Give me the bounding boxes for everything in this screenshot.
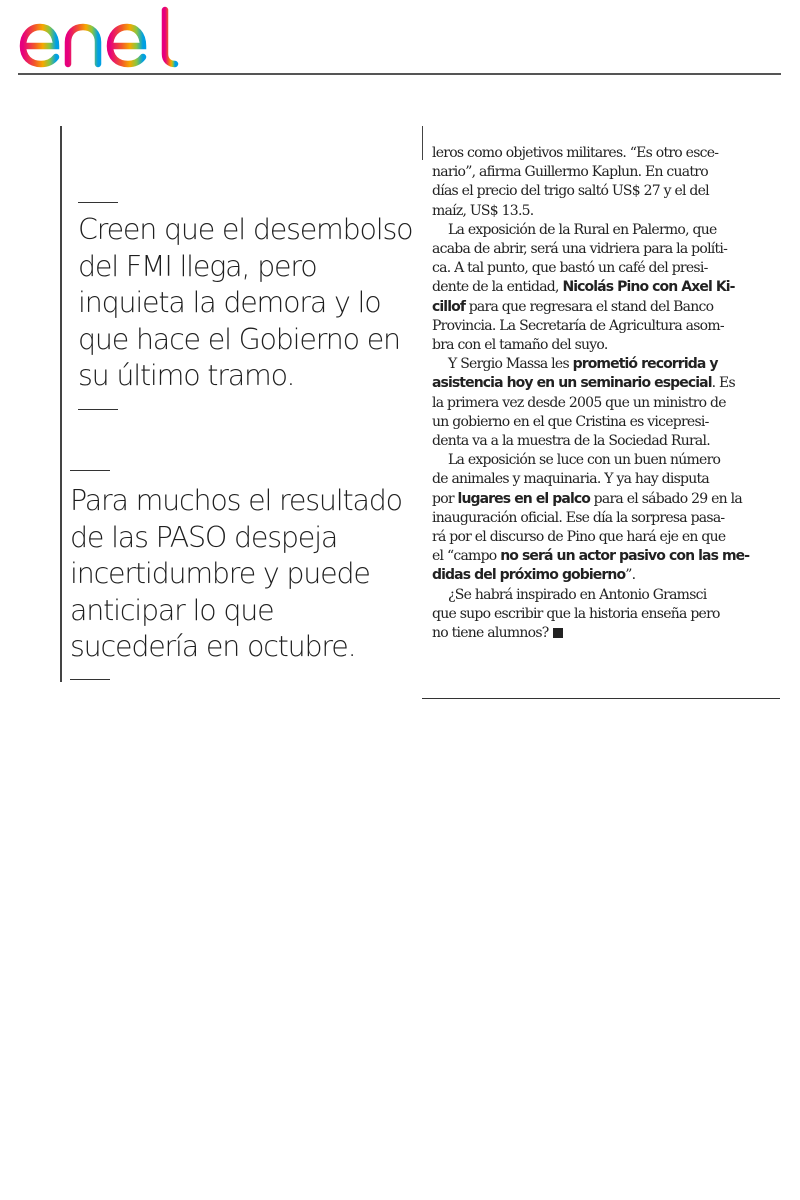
text-line: nario”, afirma Guillermo Kaplun. En cuatro <box>432 164 708 181</box>
pull-quote-line: anticipar lo que <box>70 593 274 627</box>
text-line: Provincia. La Secretaría de Agricultura asom- <box>432 317 724 334</box>
text-line: ¿Se habrá inspirado en Antonio Gramsci <box>448 586 707 603</box>
text-line: acaba de abrir, será una vidriera para la políti- <box>432 241 728 258</box>
bold-run: didas del próximo gobierno <box>432 567 626 584</box>
text-line <box>432 298 762 317</box>
paragraph-4 <box>432 451 762 585</box>
text-line <box>432 278 762 297</box>
pull-quote-line: su último tramo. <box>78 359 295 392</box>
text-run: para que regresara el stand del Banco <box>465 298 714 315</box>
text-line: días el precio del trigo saltó US$ 27 y el del <box>432 183 709 200</box>
pull-quote-1-bottom-dash <box>78 409 118 410</box>
bold-run: cillof <box>432 298 466 315</box>
text-run: ”. <box>625 567 636 584</box>
bold-run: Nicolás Pino con Axel Ki- <box>562 279 735 296</box>
middle-column-rule <box>422 126 423 160</box>
text-line: maíz, US$ 13.5. <box>432 202 534 219</box>
text-run: . Es <box>711 375 735 392</box>
bold-run: no será un actor pasivo con las me- <box>500 548 750 565</box>
pull-quote-line: inquieta la demora y lo <box>78 286 381 319</box>
pull-quote-line: Para muchos el resultado <box>70 484 402 517</box>
article-bottom-rule <box>422 698 780 699</box>
text-line: que supo escribir que la historia enseña pero <box>432 605 720 622</box>
text-line: inauguración oficial. Ese día la sorpresa pasa- <box>432 509 725 526</box>
text-line: bra con el tamaño del suyo. <box>432 337 608 354</box>
pull-quote-2-top-dash <box>70 470 110 471</box>
bold-run: asistencia hoy en un seminario especial <box>432 375 712 392</box>
text-line <box>432 490 762 509</box>
text-run: para el sábado 29 en la <box>589 490 742 507</box>
pull-quote-2-bottom-dash <box>70 679 110 680</box>
pull-quote-line: sucedería en octubre. <box>70 630 356 663</box>
text-line <box>432 624 762 643</box>
text-line: La exposición de la Rural en Palermo, que <box>448 221 717 238</box>
text-line: denta va a la muestra de la Sociedad Rural. <box>432 433 710 450</box>
paragraph-1 <box>432 144 762 221</box>
left-column-rule <box>60 126 62 682</box>
text-line <box>432 547 762 566</box>
pull-quote-1 <box>78 212 412 395</box>
enel-logo <box>18 6 180 68</box>
text-line: de animales y maquinaria. Y ya hay disputa <box>432 471 709 488</box>
bold-run: lugares en el palco <box>457 490 590 507</box>
text-line <box>432 355 762 374</box>
text-run: el “campo <box>432 548 501 565</box>
text-line: la primera vez desde 2005 que un ministro de <box>432 394 726 411</box>
text-line <box>432 374 762 393</box>
pull-quote-1-top-dash <box>78 202 118 203</box>
text-run: dente de la entidad, <box>432 279 563 296</box>
pull-quote-line: Creen que el desembolso <box>78 213 413 246</box>
header-divider <box>18 73 781 75</box>
pull-quote-2 <box>70 483 402 666</box>
pull-quote-line: incertidumbre y puede <box>70 557 370 590</box>
paragraph-3 <box>432 355 762 451</box>
text-line: rá por el discurso de Pino que hará eje en que <box>432 529 726 546</box>
text-line: leros como objetivos militares. “Es otro esce- <box>432 145 719 161</box>
text-line: un gobierno en el que Cristina es vicepresi- <box>432 413 709 430</box>
bold-run: prometió recorrida y <box>572 356 718 373</box>
article-body <box>432 144 762 643</box>
text-run: no tiene alumnos? <box>432 625 549 642</box>
end-of-article-mark <box>553 628 563 638</box>
text-run: Y Sergio Massa les <box>448 356 573 373</box>
text-line <box>432 566 762 585</box>
text-line: La exposición se luce con un buen número <box>448 452 721 469</box>
text-run: por <box>432 490 458 507</box>
text-line: ca. A tal punto, que bastó un café del presi- <box>432 260 708 277</box>
pull-quote-line: de las PASO despeja <box>70 520 338 554</box>
pull-quote-line: del FMI llega, pero <box>78 249 317 283</box>
paragraph-2 <box>432 221 762 355</box>
paragraph-5 <box>432 586 762 644</box>
pull-quote-line: que hace el Gobierno en <box>78 322 400 356</box>
